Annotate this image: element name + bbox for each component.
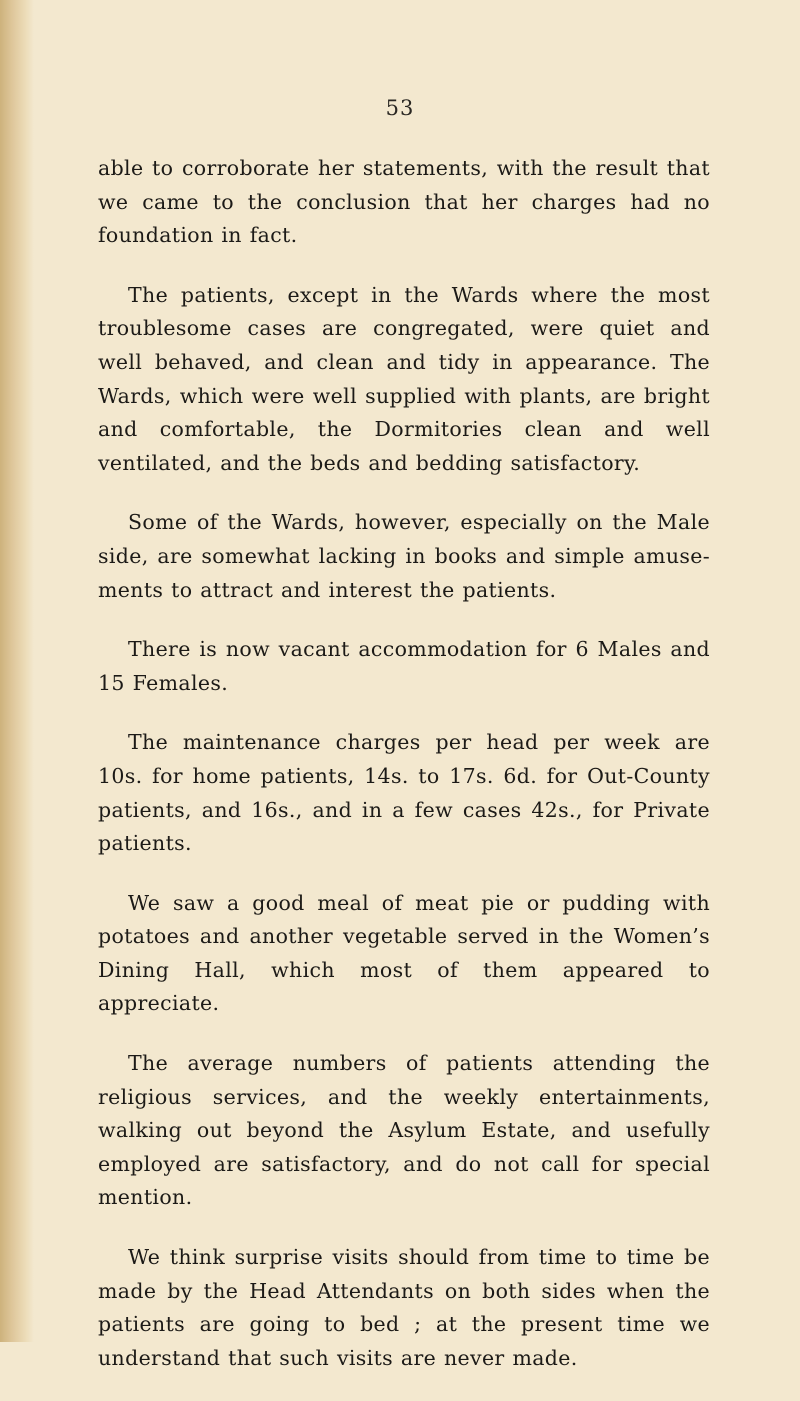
body-text: [98, 152, 710, 1401]
paragraph-attendance: The average numbers of patients attending the religious services, and the weekly entertainments, walking out beyond the Asylum Estate, and usefully employed are satisfactory, and do not call for special mention.: [98, 1051, 710, 1210]
paragraph-continuation: able to corroborate her statements, with the result that we came to the conclusion that her charges had no foundation in fact.: [98, 156, 710, 248]
paragraph-surprise-visits: We think surprise visits should from time to time be made by the Head Attendants on both sides when the patients are going to bed ; at the present time we understand that such visits are never made.: [98, 1245, 710, 1370]
paragraph-meal: We saw a good meal of meat pie or pudding with potatoes and another vegetable served in the Women’s Dining Hall, which most of them appeared to appreciate.: [98, 890, 710, 1016]
page-number: 53: [385, 96, 415, 120]
paragraph-ward-amusements: Some of the Wards, however, especially on the Male side, are somewhat lacking in books and simple amuse-ments to attract and interest the patients.: [98, 510, 710, 602]
paragraph-patients-conduct: The patients, except in the Wards where the most troublesome cases are congregated, were quiet and well behaved, and clean and tidy in appearance. The Wards, which were well supplied with plants, are bright and comfortable, the Dormitories clean and well ventilated, and the beds and bedding satisfactory.: [98, 282, 710, 475]
paragraph-vacant-accommodation: There is now vacant accommodation for 6 Males and 15 Females.: [98, 637, 710, 695]
paragraph-maintenance-charges: The maintenance charges per head per week are 10s. for home patients, 14s. to 17s. 6d. for Out-County patients, and 16s., and in a few cases 42s., for Private patients.: [98, 730, 710, 856]
